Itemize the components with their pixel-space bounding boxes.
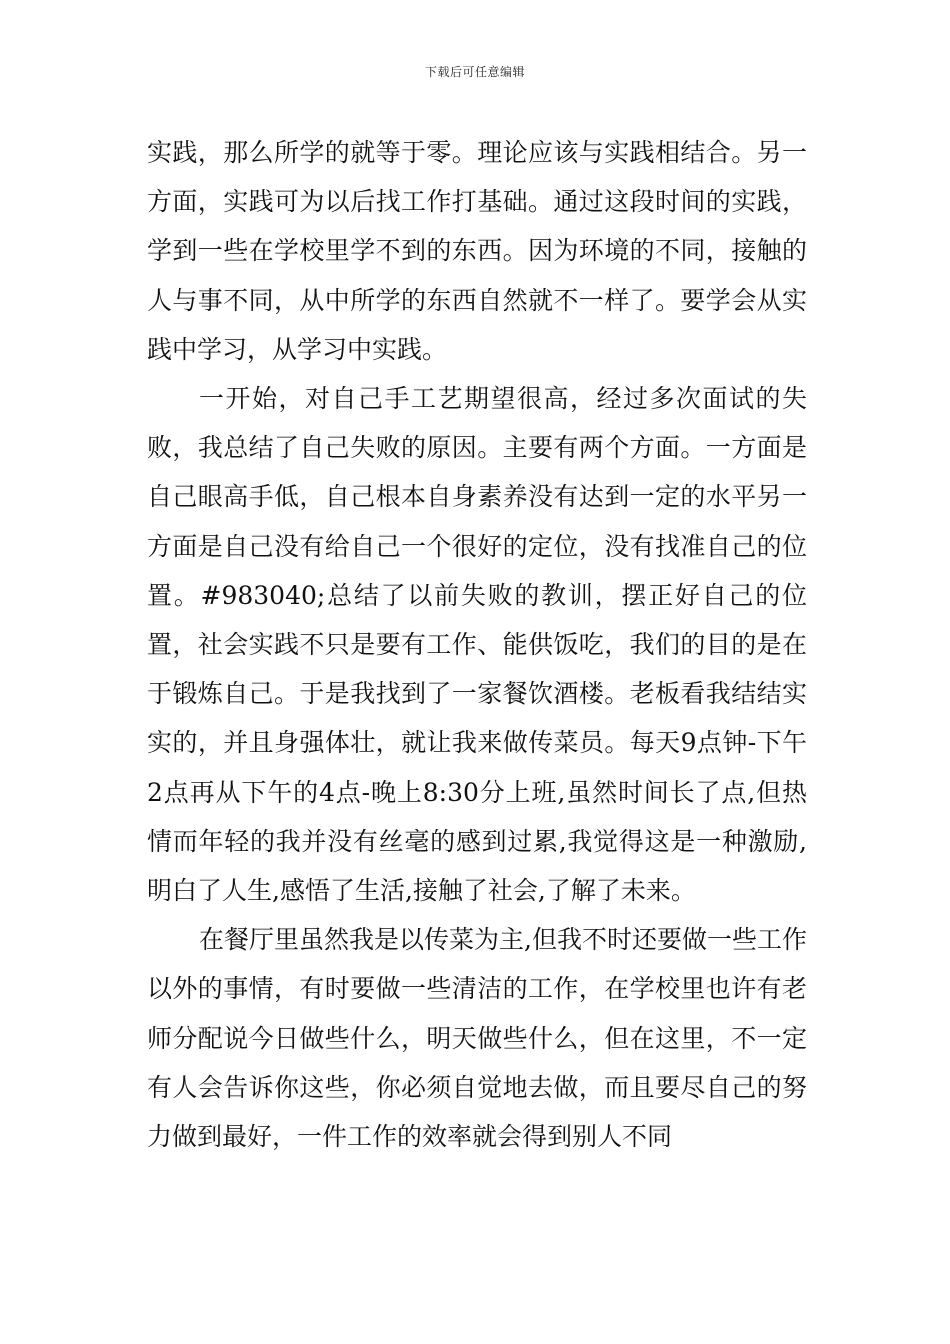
- paragraph-2: 一开始，对自己手工艺期望很高，经过多次面试的失败，我总结了自己失败的原因。主要有两个方面。一方面是自己眼高手低，自己根本自身素养没有达到一定的水平另一方面是自己没有给自己一个很好的定位，没有找准自己的位置。#983040;总结了以前失败的教训，摆正好自己的位置，社会实践不只是要有工作、能供饭吃，我们的目的是在于锻炼自己。于是我找到了一家餐饮酒楼。老板看我结结实实的，并且身强体壮，就让我来做传菜员。每天9点钟-下午2点再从下午的4点-晚上8:30分上班,虽然时间长了点,但热情而年轻的我并没有丝毫的感到过累,我觉得这是一种激励,明白了人生,感悟了生活,接触了社会,了解了未来。: [147, 384, 807, 906]
- page-header: 下载后可任意编辑: [424, 65, 525, 79]
- paragraph-1: 实践，那么所学的就等于零。理论应该与实践相结合。另一方面，实践可为以后找工作打基础。通过这段时间的实践，学到一些在学校里学不到的东西。因为环境的不同，接触的人与事不同，从中所学的东西自然就不一样了。要学会从实践中学习，从学习中实践。: [147, 138, 807, 364]
- paragraph-3: 在餐厅里虽然我是以传菜为主,但我不时还要做一些工作以外的事情，有时要做一些清洁的工作，在学校里也许有老师分配说今日做些什么，明天做些什么，但在这里，不一定有人会告诉你这些，你必须自觉地去做，而且要尽自己的努力做到最好，一件工作的效率就会得到别人不同: [147, 925, 807, 1152]
- document-body: [147, 128, 807, 1161]
